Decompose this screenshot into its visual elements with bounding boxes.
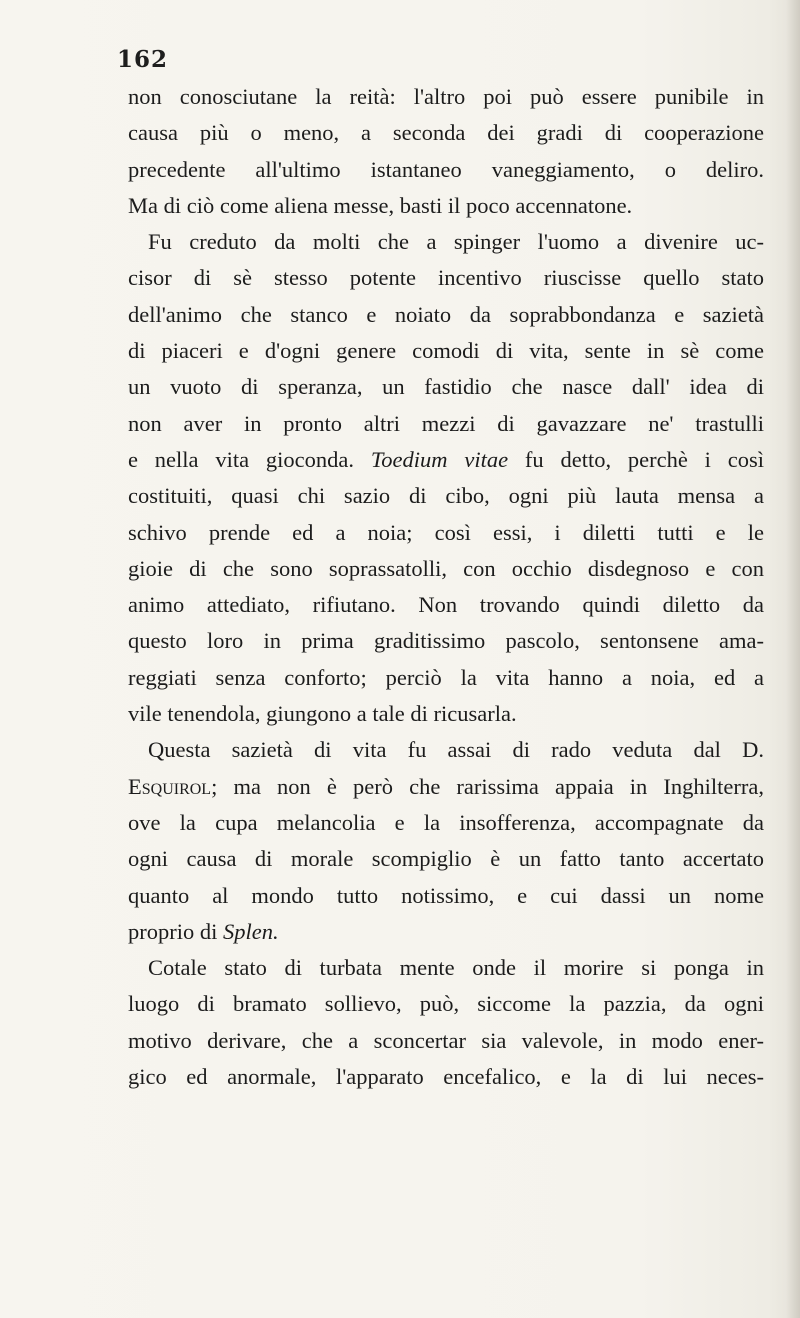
text-line-26: luogo di bramato sollievo, può, siccome la pazzia, da ogni — [128, 991, 764, 1017]
text-line-4: Ma di ciò come aliena messe, basti il poco accennatone. — [128, 192, 633, 218]
text-line-21: ove la cupa melancolia e la insofferenza, accompagnate da — [128, 809, 764, 835]
term-splen: Splen. — [223, 918, 279, 944]
latin-term-toedium-vitae: Toedium vitae — [370, 446, 509, 472]
text-line-11-pre: e nella vita gioconda. — [128, 446, 371, 472]
text-line-16: questo loro in prima graditissimo pascolo, sentonsene ama- — [128, 628, 764, 654]
text-line-24 — [128, 914, 764, 950]
text-line-12: costituiti, quasi chi sazio di cibo, ogni più lauta mensa a — [128, 483, 764, 509]
text-line-3: precedente all'ultimo istantaneo vaneggiamento, o deliro. — [128, 156, 764, 182]
text-line-17: reggiati senza conforto; perciò la vita hanno a noia, ed a — [128, 664, 764, 690]
text-line-2: causa più o meno, a seconda dei gradi di cooperazione — [128, 120, 764, 146]
body-text — [128, 79, 764, 1095]
text-line-8: di piaceri e d'ogni genere comodi di vita, sente in sè come — [128, 338, 764, 364]
text-line-20 — [128, 769, 764, 805]
page-number: 162 — [117, 46, 169, 73]
text-line-11 — [128, 442, 764, 478]
text-line-22: ogni causa di morale scompiglio è un fatto tanto accertato — [128, 846, 764, 872]
text-line-27: motivo derivare, che a sconcertar sia valevole, in modo ener- — [128, 1027, 764, 1053]
text-line-13: schivo prende ed a noia; così essi, i diletti tutti e le — [128, 519, 764, 545]
text-line-23: quanto al mondo tutto notissimo, e cui dassi un nome — [128, 882, 764, 908]
text-line-19: Questa sazietà di vita fu assai di rado veduta dal D. — [148, 737, 764, 763]
text-line-18: vile tenendola, giungono a tale di ricusarla. — [128, 701, 517, 727]
text-line-20-post: ; ma non è però che rarissima appaia in Inghilterra, — [211, 773, 764, 799]
page-edge-shadow — [786, 0, 800, 1318]
text-line-11-post: fu detto, perchè i così — [508, 446, 764, 472]
text-line-1: non conosciutane la reità: l'altro poi può essere punibile in — [128, 84, 764, 109]
text-line-25: Cotale stato di turbata mente onde il morire si ponga in — [148, 955, 764, 981]
text-line-5: Fu creduto da molti che a spinger l'uomo a divenire uc- — [148, 229, 764, 255]
text-line-15: animo attediato, rifiutano. Non trovando quindi diletto da — [128, 592, 764, 618]
author-name-esquirol: Esquirol — [128, 773, 212, 799]
text-line-28: gico ed anormale, l'apparato encefalico, e la di lui neces- — [128, 1064, 764, 1090]
text-line-14: gioie di che sono soprassatolli, con occhio disdegnoso e con — [128, 555, 764, 581]
text-line-9: un vuoto di speranza, un fastidio che nasce dall' idea di — [128, 374, 764, 400]
text-line-10: non aver in pronto altri mezzi di gavazzare ne' trastulli — [128, 410, 764, 436]
text-line-7: dell'animo che stanco e noiato da soprabbondanza e sazietà — [128, 301, 764, 327]
text-line-24-pre: proprio di — [128, 918, 223, 944]
text-line-6: cisor di sè stesso potente incentivo riuscisse quello stato — [128, 265, 764, 291]
